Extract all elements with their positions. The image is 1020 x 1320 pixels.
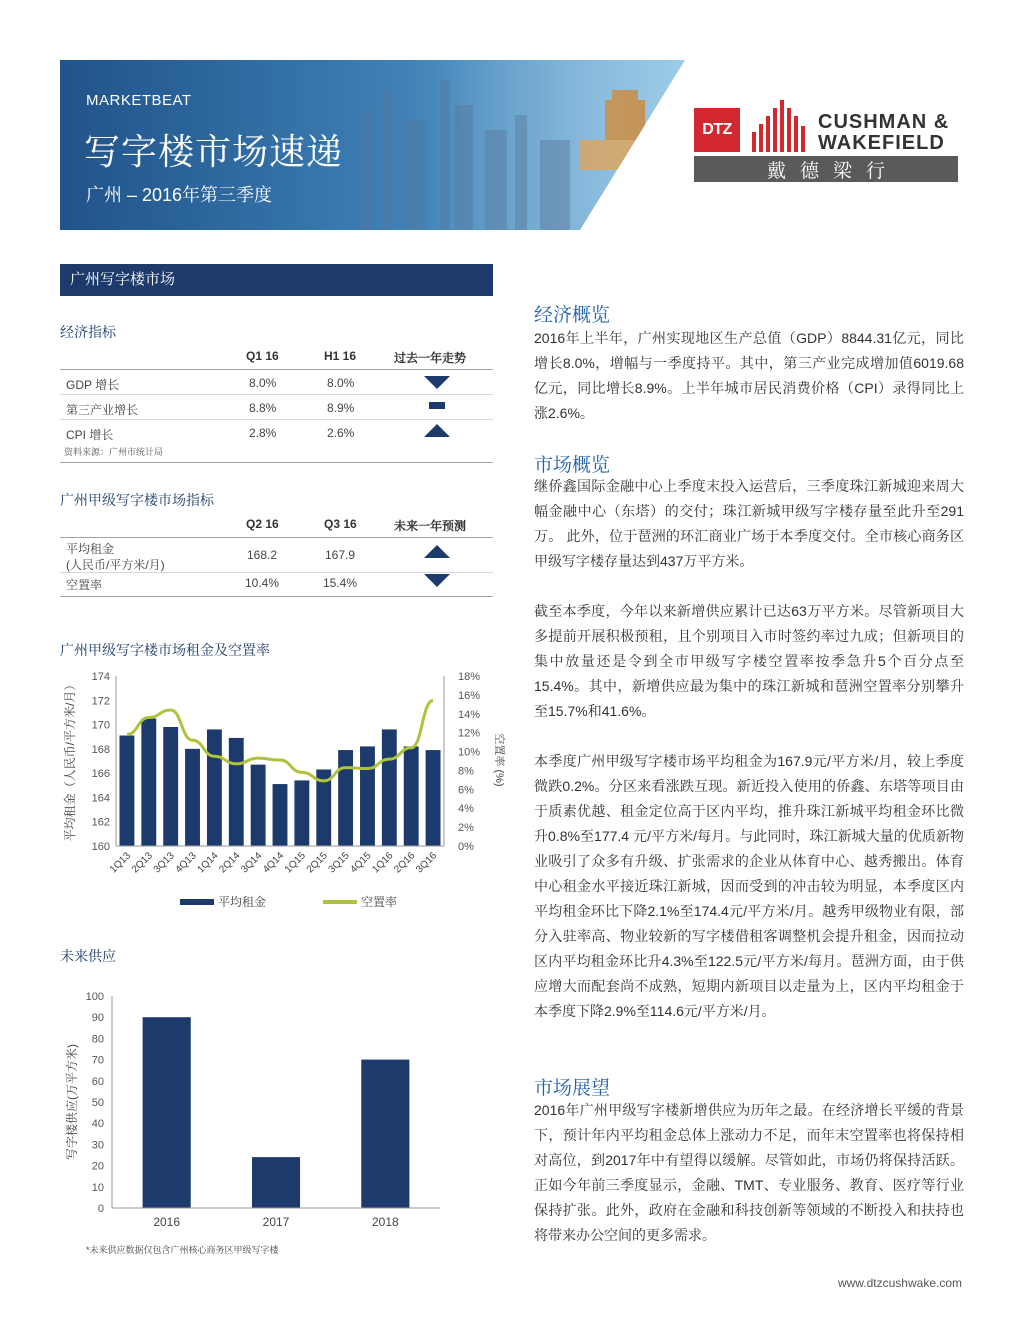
chart1-xtick: 1Q16: [370, 850, 396, 876]
chart1-ytick: 164: [91, 792, 110, 805]
chart2-ytick: 0: [97, 1203, 104, 1215]
office-rent-q2: 168.2: [247, 548, 278, 562]
rent-bar: [382, 729, 397, 846]
market-outlook-heading: 市场展望: [534, 1078, 611, 1099]
office-header-q2: Q2 16: [246, 517, 279, 531]
chart2-ytick: 40: [91, 1118, 104, 1131]
chart1-y2tick: 12%: [458, 727, 481, 740]
econ-row-v1: 8.8%: [249, 401, 277, 415]
rent-bar: [360, 746, 375, 846]
chart1-xtick: 3Q16: [414, 850, 440, 876]
chart1-xtick: 2Q13: [129, 850, 155, 876]
office-rent-q3: 167.9: [325, 548, 356, 562]
future-supply-chart: [60, 986, 460, 1236]
chart1-xtick: 3Q13: [151, 850, 177, 876]
office-rent-unit: (人民币/平方米/月): [66, 558, 165, 572]
chart1-y2tick: 8%: [458, 765, 474, 778]
market-overview-p2: 截至本季度，今年以来新增供应累计已达63万平方米。尽管新项目大多提前开展积极预租，且个别项目入市时签约率过九成；但新项目的集中放量还是令到全市甲级写字楼空置率按季急升5个百分点至15.4%。其中，新增供应最为集中的珠江新城和琶洲空置率分别攀升至15.7%和41.6%。: [534, 603, 964, 719]
econ-overview-heading: 经济概览: [534, 305, 611, 326]
cushman-bars-icon: [750, 100, 810, 152]
econ-row-v2: 8.9%: [327, 401, 355, 415]
market-outlook-text: 2016年广州甲级写字楼新增供应为历年之最。在经济增长平缓的背景下，预计年内平均租金总体上涨动力不足，而年末空置率也将保持相对高位，到2017年中有望得以缓解。尽管如此，市场仍将保持活跃。正如今年前三季度显示，金融、TMT、专业服务、教育、医疗等行业保持扩张。此外，政府在金融和科技创新等领域的不断投入和扶持也将带来办公空间的更多需求。: [534, 1102, 964, 1243]
chart2-ytick: 60: [91, 1075, 104, 1088]
chart1-ytick: 166: [91, 768, 110, 781]
market-overview-p1: 继侨鑫国际金融中心上季度末投入运营后，三季度珠江新城迎来周大幅金融中心（东塔）的交付；珠江新城甲级写字楼存量至此升至291万。 此外，位于琶洲的环汇商业广场于本季度交付。全市核心商务区甲级写字楼存量达到437万平方米。: [534, 478, 964, 569]
supply-bar: [361, 1060, 409, 1208]
rent-bar: [141, 719, 156, 847]
econ-header-q1: Q1 16: [246, 349, 279, 363]
chart2-ytick: 30: [91, 1139, 104, 1152]
chart1-xtick: 3Q14: [239, 850, 265, 876]
rent-bar: [251, 765, 266, 846]
econ-row-label: 第三产业增长: [66, 403, 139, 417]
cw-line2: WAKEFIELD: [818, 132, 945, 154]
chart1-xtick: 2Q15: [304, 850, 330, 876]
chart2-ylabel: 写字楼供应(万平方米): [65, 1044, 79, 1160]
chart1-ylabel: 平均租金（人民币/平方米/月）: [63, 678, 77, 842]
legend-vacancy-label: 空置率: [361, 895, 398, 909]
econ-row-v2: 2.6%: [327, 426, 355, 440]
chart1-title: 广州甲级写字楼市场租金及空置率: [60, 642, 270, 658]
chart1-y2tick: 4%: [458, 803, 474, 816]
divider: [60, 596, 493, 597]
chart2-title: 未来供应: [60, 948, 116, 964]
divider: [60, 419, 493, 420]
supply-bar: [252, 1157, 300, 1208]
chart2-ytick: 90: [91, 1012, 104, 1025]
chart1-xtick: 4Q13: [173, 850, 199, 876]
office-rent-label: 平均租金: [66, 542, 115, 556]
chart2-ytick: 10: [91, 1181, 104, 1194]
rent-bar: [273, 784, 288, 846]
chart1-xtick: 3Q15: [326, 850, 352, 876]
trend-down-icon: [424, 376, 450, 389]
chart2-xtick: 2018: [371, 1215, 399, 1229]
rent-bar: [163, 727, 178, 846]
market-overview-p3: 本季度广州甲级写字楼市场平均租金为167.9元/平方米/月，较上季度微跌0.2%。分区来看涨跌互现。新近投入使用的侨鑫、东塔等项目由于质素优越、租金定位高于区内平均，推升珠江新城平均租金环比微升0.8%至177.4 元/平方米/每月。与此同时，珠江新城大量的优质新物业吸引了众多有升级、扩张需求的企业从体育中心、越秀搬出。体育中心租金水平接近珠江新城，因而受到的冲击较为明显，本季度区内平均租金环比下降2.1%至174.4元/平方米/月。越秀甲级物业有限，部分入驻率高、物业较新的写字楼借租客调整机会提升租金，因而拉动区内平均租金环比升4.3%至122.5元/平方米/每月。琶洲方面，由于供应增大而配套尚不成熟，短期内新项目以走量为上，区内平均租金于本季度下降2.9%至114.6元/平方米/月。: [534, 753, 964, 1019]
office-header-q3: Q3 16: [324, 517, 357, 531]
chart1-ytick: 172: [91, 695, 110, 708]
chart1-xtick: 1Q14: [195, 850, 221, 876]
chart1-xtick: 2Q16: [392, 850, 418, 876]
econ-row-label: CPI 增长: [66, 428, 114, 442]
rent-bar: [294, 780, 309, 846]
legend-vacancy-swatch: [323, 900, 357, 904]
divider: [60, 369, 493, 370]
divider: [60, 537, 493, 538]
rent-vacancy-chart: [60, 662, 505, 917]
office-vacancy-q2: 10.4%: [245, 576, 280, 590]
econ-row-v1: 2.8%: [249, 426, 277, 440]
office-vacancy-label: 空置率: [66, 578, 103, 592]
chart1-ytick: 160: [91, 841, 110, 853]
supply-note: *未来供应数据仅包含广州核心商务区甲级写字楼: [86, 1245, 279, 1255]
econ-source: 资料来源：广州市统计局: [64, 447, 164, 457]
econ-row-v1: 8.0%: [249, 376, 277, 390]
rent-bar: [185, 749, 200, 846]
dtz-logo: DTZ: [694, 108, 740, 152]
chart1-y2tick: 10%: [458, 746, 481, 759]
office-vacancy-q3: 15.4%: [323, 576, 358, 590]
legend-rent-label: 平均租金: [218, 895, 267, 909]
chart1-y2tick: 14%: [458, 708, 481, 721]
chart1-ytick: 162: [91, 816, 110, 829]
chart2-xtick: 2016: [153, 1215, 181, 1229]
divider: [60, 394, 493, 395]
chart1-ytick: 174: [91, 671, 110, 683]
chart1-xtick: 1Q15: [282, 850, 308, 876]
rent-bar: [404, 746, 419, 846]
section-bar: 广州写字楼市场: [60, 264, 493, 296]
chart1-xtick: 4Q14: [261, 850, 287, 876]
dtz-chinese-name: 戴德梁行: [694, 156, 958, 182]
office-header-forecast: 未来一年预测: [394, 519, 467, 533]
rent-bar: [207, 729, 222, 846]
rent-bar: [426, 750, 441, 846]
divider: [60, 462, 493, 463]
econ-overview-text: 2016年上半年，广州实现地区生产总值（GDP）8844.31亿元，同比增长8.0%，增幅与一季度持平。其中，第三产业完成增加值6019.68亿元，同比增长8.9%。上半年城市居民消费价格（CPI）录得同比上涨2.6%。: [534, 330, 964, 421]
chart1-y2tick: 2%: [458, 822, 474, 835]
chart1-y2tick: 16%: [458, 689, 481, 702]
chart1-y2tick: 0%: [458, 841, 474, 853]
kicker: MARKETBEAT: [86, 92, 192, 109]
chart1-xtick: 1Q13: [107, 850, 134, 876]
rent-bar: [119, 736, 134, 847]
chart2-xtick: 2017: [262, 1215, 290, 1229]
rent-bar: [338, 750, 353, 846]
forecast-up-icon: [424, 545, 450, 558]
chart2-ytick: 50: [91, 1097, 104, 1109]
chart1-xtick: 4Q15: [348, 850, 374, 876]
econ-header-h1: H1 16: [324, 349, 357, 363]
office-title: 广州甲级写字楼市场指标: [60, 492, 214, 508]
econ-header-trend: 过去一年走势: [394, 351, 467, 365]
supply-bar: [143, 1017, 191, 1208]
chart2-ytick: 70: [91, 1054, 104, 1067]
forecast-down-icon: [424, 574, 450, 587]
market-overview-heading: 市场概览: [534, 455, 611, 476]
legend-rent-swatch: [180, 899, 214, 905]
econ-title: 经济指标: [60, 324, 116, 340]
footer-url[interactable]: www.dtzcushwake.com: [837, 1276, 962, 1290]
chart2-ytick: 20: [91, 1160, 104, 1173]
chart1-ytick: 170: [91, 719, 110, 732]
page-subtitle: 广州 – 2016年第三季度: [86, 185, 273, 205]
chart1-xtick: 2Q14: [217, 850, 243, 876]
chart1-y2label: 空置率 (%): [493, 733, 505, 787]
trend-up-icon: [424, 424, 450, 437]
econ-row-label: GDP 增长: [66, 378, 120, 392]
page-title: 写字楼市场速递: [84, 131, 344, 172]
cushman-wakefield-logo: [818, 112, 949, 154]
cw-line1: CUSHMAN &: [818, 111, 950, 133]
chart1-y2tick: 6%: [458, 784, 474, 797]
chart2-ytick: 80: [91, 1033, 104, 1046]
chart1-y2tick: 18%: [458, 671, 481, 683]
chart2-ytick: 100: [85, 991, 104, 1003]
trend-flat-icon: [429, 402, 445, 409]
chart1-ytick: 168: [91, 743, 110, 756]
rent-bar: [229, 738, 244, 846]
econ-row-v2: 8.0%: [327, 376, 355, 390]
divider: [60, 572, 493, 573]
